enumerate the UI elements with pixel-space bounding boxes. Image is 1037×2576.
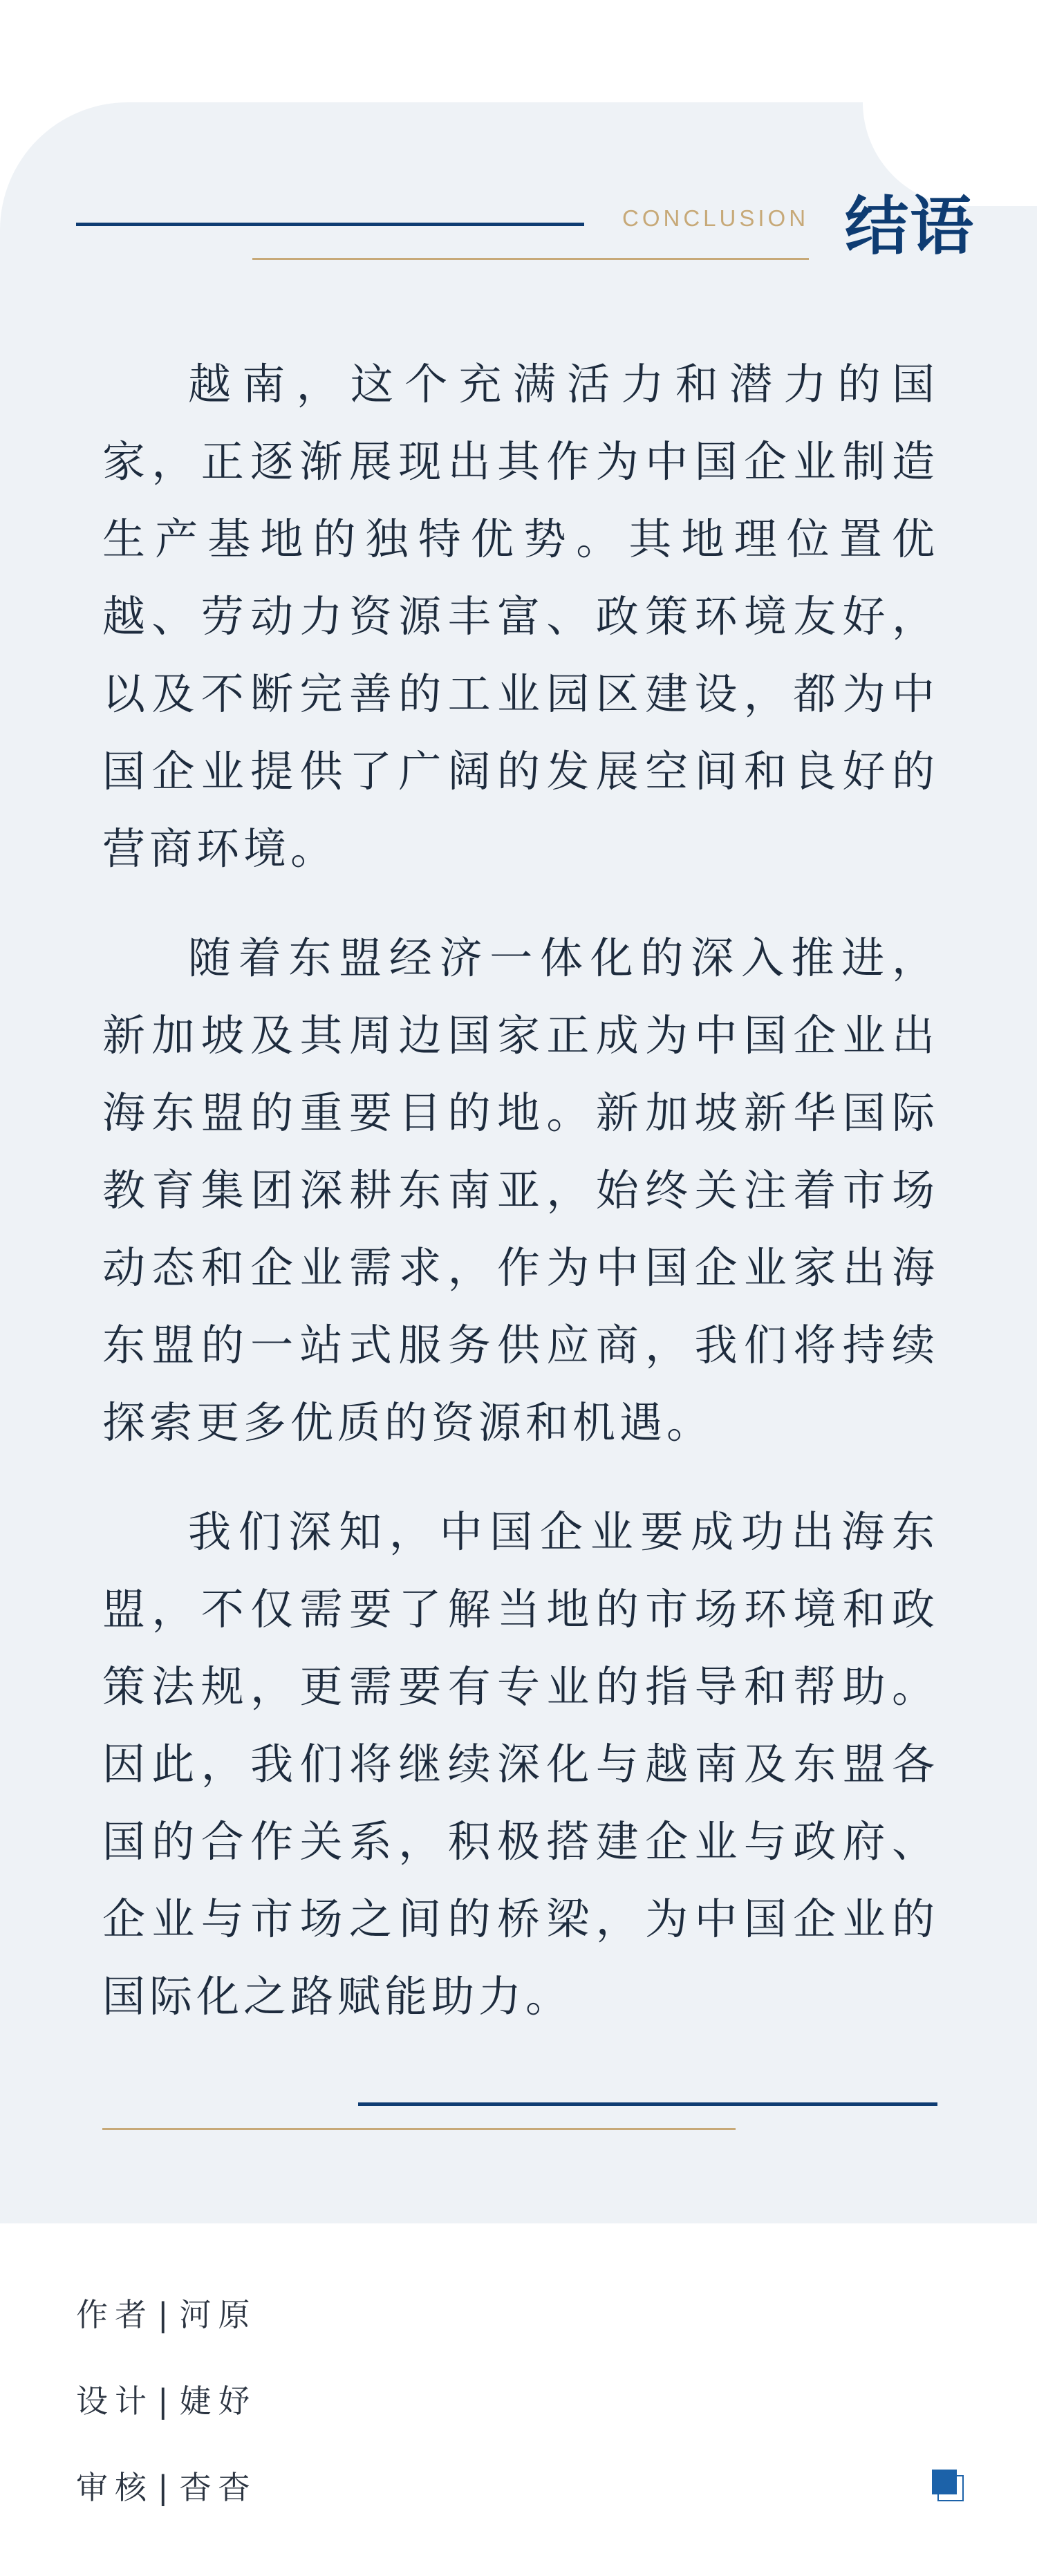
credit-role: 审核 — [76, 2469, 153, 2506]
article-body — [102, 346, 939, 2067]
credit-name: 河原 — [179, 2296, 257, 2333]
footer-divider-navy — [358, 2102, 937, 2106]
credit-separator: | — [158, 2469, 176, 2506]
overlapping-squares-logo-icon — [932, 2470, 962, 2500]
credit-separator: | — [158, 2382, 176, 2420]
header-divider-gold — [252, 258, 809, 260]
credit-separator: | — [158, 2296, 176, 2333]
credit-designer — [76, 2380, 257, 2467]
credits-block — [76, 2294, 257, 2553]
header-divider-navy — [76, 223, 584, 226]
paragraph-2: 随着东盟经济一体化的深入推进，新加坡及其周边国家正成为中国企业出海东盟的重要目的地。新加坡新华国际教育集团深耕东南亚，始终关注着市场动态和企业需求，作为中国企业家出海东盟的一站式服务供应商，我们将持续探索更多优质的资源和机遇。 — [102, 933, 939, 1448]
footer-divider-gold — [102, 2128, 736, 2130]
section-english-label: CONCLUSION — [622, 205, 810, 231]
credit-name: 杳杳 — [179, 2469, 257, 2506]
logo-square-outline — [937, 2475, 964, 2501]
credit-role: 设计 — [76, 2382, 153, 2420]
credit-name: 婕妤 — [179, 2382, 257, 2420]
credit-role: 作者 — [76, 2296, 153, 2333]
section-title: 结语 — [845, 189, 975, 263]
paragraph-3: 我们深知，中国企业要成功出海东盟，不仅需要了解当地的市场环境和政策法规，更需要有专业的指导和帮助。因此，我们将继续深化与越南及东盟各国的合作关系，积极搭建企业与政府、企业与市场之间的桥梁，为中国企业的国际化之路赋能助力。 — [102, 1506, 939, 2022]
paragraph-1: 越南，这个充满活力和潜力的国家，正逐渐展现出其作为中国企业制造生产基地的独特优势。其地理位置优越、劳动力资源丰富、政策环境友好，以及不断完善的工业园区建设，都为中国企业提供了广阔的发展空间和良好的营商环境。 — [102, 359, 939, 874]
credit-reviewer — [76, 2467, 257, 2553]
credit-author — [76, 2294, 257, 2380]
